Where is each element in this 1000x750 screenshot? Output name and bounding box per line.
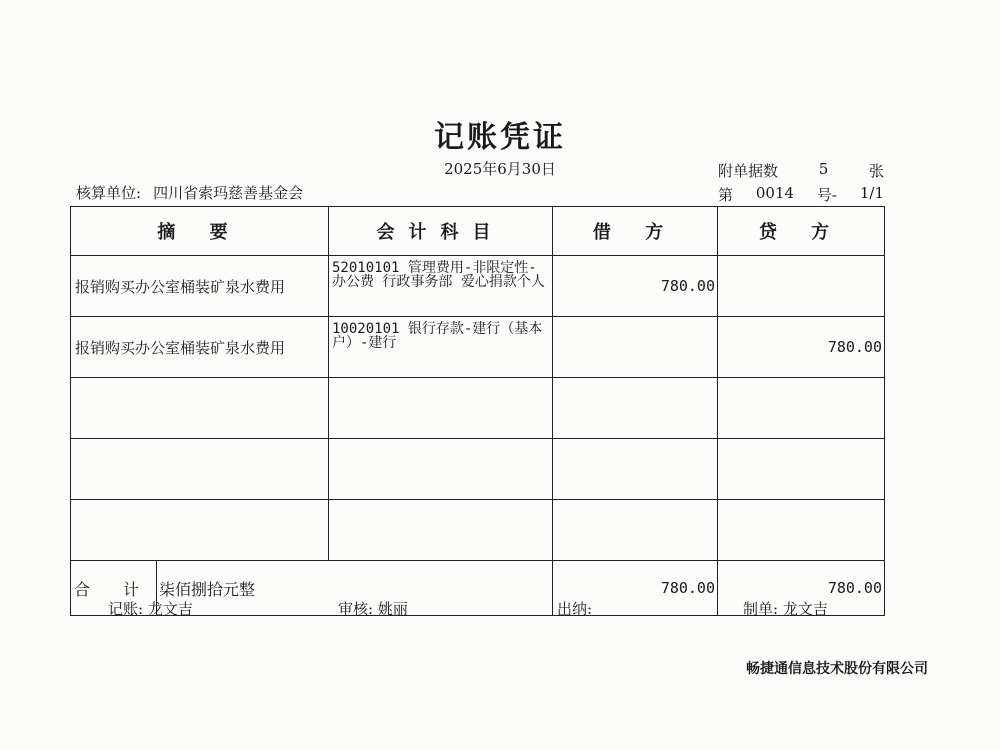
entry-account (329, 439, 553, 500)
accounting-unit (76, 182, 303, 203)
voucher-page: 1/1 (859, 184, 884, 202)
table-row (71, 378, 885, 439)
voucher-number (718, 184, 884, 205)
entry-credit (718, 256, 885, 317)
header-credit: 贷 方 (718, 207, 885, 256)
attachment-unit: 张 (868, 162, 884, 180)
header-summary: 摘 要 (71, 207, 329, 256)
entry-credit (718, 439, 885, 500)
table-row (71, 500, 885, 561)
total-debit: 780.00 (553, 561, 718, 616)
entry-summary (71, 378, 329, 439)
accounting-unit-value: 四川省索玛慈善基金会 (153, 184, 304, 202)
entry-account: 10020101 银行存款-建行（基本户）-建行 (329, 317, 553, 378)
entry-credit (718, 378, 885, 439)
entry-debit (553, 378, 718, 439)
voucher-number-suffix: 号- (816, 186, 837, 204)
entry-account (329, 378, 553, 439)
total-label: 合 计 (71, 561, 157, 616)
table-row (71, 439, 885, 500)
table-header (71, 207, 885, 256)
entry-credit: 780.00 (718, 317, 885, 378)
entry-summary (71, 500, 329, 561)
bookkeeper-signature (108, 598, 193, 619)
accounting-unit-label: 核算单位: (76, 184, 142, 202)
total-credit: 780.00 (718, 561, 885, 616)
entry-summary: 报销购买办公室桶装矿泉水费用 (71, 256, 329, 317)
bookkeeper-name: 龙文吉 (147, 600, 193, 618)
table-row (71, 317, 885, 378)
entry-debit: 780.00 (553, 256, 718, 317)
software-company: 畅捷通信息技术股份有限公司 (746, 661, 928, 677)
preparer-signature (743, 598, 828, 619)
preparer-label: 制单: (743, 600, 779, 618)
entry-debit (553, 317, 718, 378)
entry-debit (553, 500, 718, 561)
entry-account (329, 500, 553, 561)
cashier-label: 出纳: (557, 600, 593, 618)
attachment-label: 附单据数 (718, 162, 779, 180)
bookkeeper-label: 记账: (108, 600, 144, 618)
attachment-count (718, 160, 884, 181)
header-account: 会计科目 (329, 207, 553, 256)
entry-credit (718, 500, 885, 561)
voucher-table (70, 206, 885, 616)
voucher-number-value: 0014 (755, 184, 795, 202)
header-debit: 借 方 (553, 207, 718, 256)
preparer-name: 龙文吉 (782, 600, 828, 618)
cashier-signature (557, 598, 592, 619)
auditor-signature (338, 598, 408, 619)
entry-summary (71, 439, 329, 500)
auditor-name: 姚丽 (377, 600, 408, 618)
auditor-label: 审核: (338, 600, 374, 618)
voucher-title: 记账凭证 (434, 120, 566, 155)
entry-summary: 报销购买办公室桶装矿泉水费用 (71, 317, 329, 378)
voucher-date: 2025年6月30日 (444, 160, 556, 178)
entry-account: 52010101 管理费用-非限定性-办公费 行政事务部 爱心捐款个人 (329, 256, 553, 317)
entry-debit (553, 439, 718, 500)
table-row (71, 256, 885, 317)
voucher-number-prefix: 第 (718, 186, 734, 204)
total-amount-words: 柒佰捌拾元整 (157, 561, 553, 616)
attachment-number: 5 (818, 160, 829, 178)
